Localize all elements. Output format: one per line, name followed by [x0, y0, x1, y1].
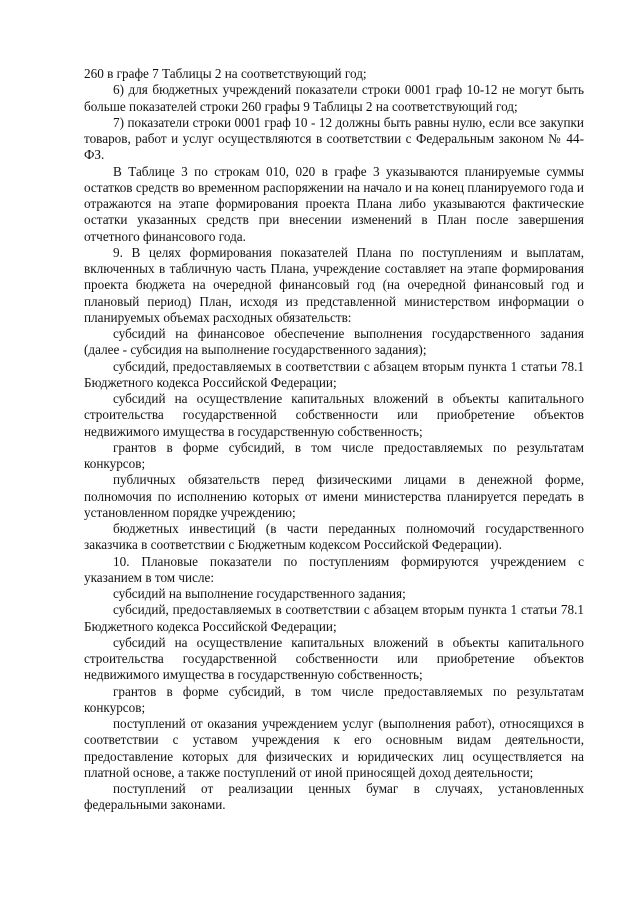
paragraph-section-9: 9. В целях формирования показателей Плана по поступлениям и выплатам, включенных в табличную часть Плана, учреждение составляет на этапе формирования проекта бюджета на очередной финансовый год (на очередной финансовый год и плановый период) План, исходя из представленной министерством информации о планируемых объемах расходных обязательств: — [84, 244, 584, 325]
paragraph-list-item: субсидий, предоставляемых в соответствии с абзацем вторым пункта 1 статьи 78.1 Бюджетного кодекса Российской Федерации; — [84, 358, 584, 390]
paragraph-list-item: грантов в форме субсидий, в том числе предоставляемых по результатам конкурсов; — [84, 683, 584, 715]
paragraph-list-item: публичных обязательств перед физическими лицами в денежной форме, полномочия по исполнению которых от имени министерства планируется передать в установленном порядке учреждению; — [84, 472, 584, 520]
paragraph-list-item: субсидий на осуществление капитальных вложений в объекты капитального строительства государственной собственности или приобретение объектов недвижимого имущества в государственную собственность; — [84, 391, 584, 439]
paragraph-item-6: 6) для бюджетных учреждений показатели строки 0001 граф 10-12 не могут быть больше показателей строки 260 графы 9 Таблицы 2 на соответствующий год; — [84, 82, 584, 114]
paragraph-continuation: 260 в графе 7 Таблицы 2 на соответствующий год; — [84, 66, 367, 81]
paragraph-list-item: субсидий, предоставляемых в соответствии с абзацем вторым пункта 1 статьи 78.1 Бюджетного кодекса Российской Федерации; — [84, 602, 584, 634]
paragraph-item-7: 7) показатели строки 0001 граф 10 - 12 должны быть равны нулю, если все закупки товаров, работ и услуг осуществляются в соответствии с Федеральным законом № 44-ФЗ. — [84, 114, 584, 163]
document-body — [84, 66, 584, 814]
paragraph-section-10: 10. Плановые показатели по поступлениям формируются учреждением с указанием в том числе: — [84, 553, 584, 585]
paragraph-list-item: субсидий на выполнение государственного задания; — [113, 586, 406, 601]
paragraph-list-item: субсидий на финансовое обеспечение выполнения государственного задания (далее - субсидия на выполнение государственного задания); — [84, 326, 584, 358]
paragraph-list-item: поступлений от оказания учреждением услуг (выполнения работ), относящихся в соответствии с уставом учреждения к его основным видам деятельности, предоставление которых для физических и юридических лиц осуществляется на платной основе, а также поступлений от иной приносящей доход деятельности; — [84, 716, 584, 780]
paragraph-list-item: грантов в форме субсидий, в том числе предоставляемых по результатам конкурсов; — [84, 439, 584, 471]
paragraph-list-item: субсидий на осуществление капитальных вложений в объекты капитального строительства государственной собственности или приобретение объектов недвижимого имущества в государственную собственность; — [84, 634, 584, 683]
paragraph-table3-balances: В Таблице 3 по строкам 010, 020 в графе 3 указываются планируемые суммы остатков средств во временном распоряжении на начало и на конец планируемого года и отражаются на этапе формирования проекта Плана либо указываются фактические остатки указанных средств при внесении изменений в План после завершения отчетного финансового года. — [84, 163, 584, 244]
paragraph-list-item: бюджетных инвестиций (в части переданных полномочий государственного заказчика в соответствии с Бюджетным кодексом Российской Федерации). — [84, 521, 584, 553]
paragraph-list-item: поступлений от реализации ценных бумаг в случаях, установленных федеральными законами. — [84, 781, 584, 813]
